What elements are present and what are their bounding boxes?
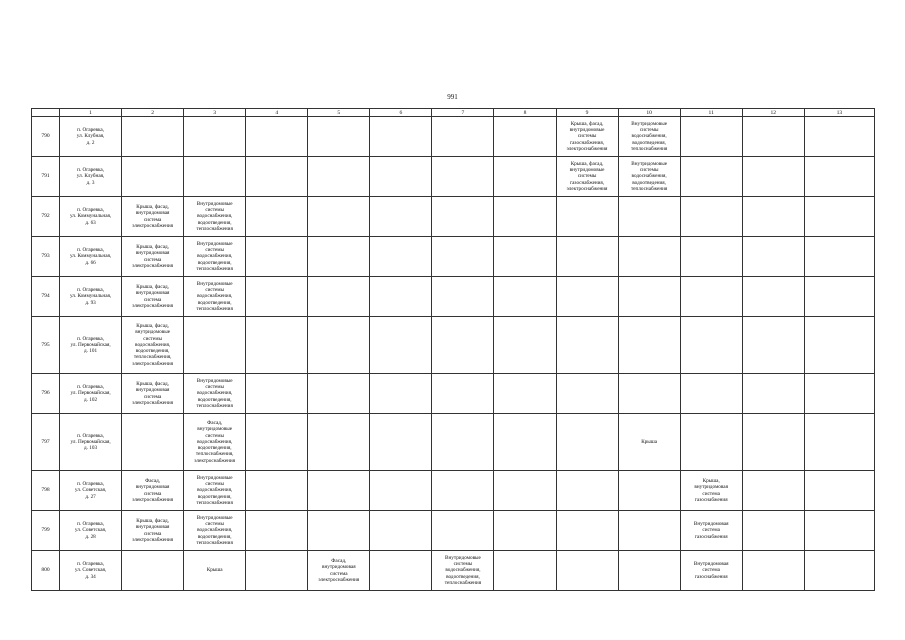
work-cell — [804, 237, 874, 277]
cell-text: Внутридомовые системы водоснабжения, водоотведения, теплоснабжения — [444, 554, 482, 586]
work-cell — [618, 317, 680, 374]
cell-text: 791 — [41, 173, 50, 180]
work-cell — [618, 117, 680, 157]
cell-text: п. Огаревка, ул. Клубная, д. 2 — [76, 127, 105, 146]
table-row — [32, 317, 875, 374]
work-cell — [308, 551, 370, 591]
address-cell — [60, 237, 122, 277]
work-cell — [680, 374, 742, 414]
work-cell — [184, 117, 246, 157]
work-cell — [122, 374, 184, 414]
cell-text: Внутридомовые системы водоснабжения, водоотведения, теплоснабжения — [196, 280, 233, 312]
work-cell — [680, 471, 742, 511]
work-cell — [556, 511, 618, 551]
work-cell — [184, 317, 246, 374]
work-cell — [370, 117, 432, 157]
cell-text: п. Огаревка, ул. Первомайская, д. 103 — [70, 432, 111, 452]
work-cell — [246, 551, 308, 591]
address-cell — [60, 511, 122, 551]
cell-text: Внутридомовая система газоснабжения — [693, 561, 729, 580]
cell-text: Крыша — [206, 567, 223, 574]
work-cell — [804, 551, 874, 591]
address-cell — [60, 414, 122, 471]
work-cell — [556, 197, 618, 237]
row-number-cell — [32, 551, 60, 591]
row-number-cell — [32, 157, 60, 197]
work-cell — [556, 277, 618, 317]
work-cell — [432, 374, 494, 414]
cell-text: Крыша — [641, 438, 658, 445]
cell-text: Крыша, фасад, внутридомовые системы газоснабжения, электроснабжения — [566, 120, 608, 152]
work-cell — [432, 277, 494, 317]
address-cell — [60, 197, 122, 237]
work-cell — [742, 551, 804, 591]
row-number-cell — [32, 237, 60, 277]
work-cell — [370, 197, 432, 237]
work-cell — [742, 237, 804, 277]
cell-text: Фасад, внутридомовая система электроснабжения — [132, 478, 174, 503]
work-cell — [680, 277, 742, 317]
column-number-cell: 1 — [60, 109, 122, 117]
cell-text: 793 — [41, 253, 50, 260]
cell-text: п. Огаревка, ул. Советская, д. 34 — [74, 561, 107, 580]
cell-text: 792 — [41, 213, 50, 220]
work-cell — [370, 471, 432, 511]
work-cell — [370, 157, 432, 197]
cell-text: Крыша, внутридомовая система газоснабжения — [694, 478, 728, 503]
work-cell — [804, 117, 874, 157]
work-cell — [556, 157, 618, 197]
work-cell — [432, 237, 494, 277]
work-cell — [494, 157, 556, 197]
work-cell — [122, 551, 184, 591]
work-cell — [494, 511, 556, 551]
cell-text: Крыша, фасад, внутридомовые системы газоснабжения, электроснабжения — [566, 160, 608, 192]
work-cell — [246, 374, 308, 414]
cell-text: 799 — [41, 527, 50, 534]
work-cell — [804, 414, 874, 471]
work-cell — [308, 414, 370, 471]
work-cell — [742, 414, 804, 471]
column-number-cell: 3 — [184, 109, 246, 117]
column-number-cell: 11 — [680, 109, 742, 117]
work-cell — [494, 117, 556, 157]
work-cell — [246, 197, 308, 237]
cell-text: 790 — [41, 133, 50, 140]
cell-text: Внутридомовые системы водоснабжения, водоотведения, теплоснабжения — [196, 200, 233, 232]
work-cell — [680, 237, 742, 277]
table-row — [32, 374, 875, 414]
row-number-cell — [32, 277, 60, 317]
cell-text: 797 — [41, 438, 50, 445]
column-number-row — [32, 109, 875, 117]
cell-text: п. Огаревка, ул. Первомайская, д. 102 — [70, 384, 111, 403]
column-number-cell: 12 — [742, 109, 804, 117]
cell-text: п. Огаревка, ул. Советская, д. 27 — [74, 481, 107, 500]
column-number-cell: 13 — [804, 109, 874, 117]
table-row — [32, 277, 875, 317]
cell-text: Фасад, внутридомовые системы водоснабжения, водоотведения, теплоснабжения, электроснабжения — [194, 420, 236, 464]
work-cell — [122, 317, 184, 374]
repair-schedule-table — [31, 108, 875, 591]
work-cell — [494, 551, 556, 591]
work-cell — [556, 374, 618, 414]
work-cell — [370, 414, 432, 471]
table-body — [32, 109, 875, 591]
column-number-cell: 4 — [246, 109, 308, 117]
work-cell — [184, 374, 246, 414]
work-cell — [122, 414, 184, 471]
table-row — [32, 157, 875, 197]
work-cell — [246, 157, 308, 197]
table-row — [32, 511, 875, 551]
work-cell — [184, 157, 246, 197]
work-cell — [308, 374, 370, 414]
row-number-cell — [32, 374, 60, 414]
work-cell — [618, 237, 680, 277]
work-cell — [494, 414, 556, 471]
column-number-cell: 10 — [618, 109, 680, 117]
work-cell — [680, 511, 742, 551]
work-cell — [246, 511, 308, 551]
work-cell — [184, 551, 246, 591]
work-cell — [122, 471, 184, 511]
work-cell — [246, 317, 308, 374]
work-cell — [680, 551, 742, 591]
work-cell — [618, 511, 680, 551]
work-cell — [618, 277, 680, 317]
work-cell — [370, 511, 432, 551]
work-cell — [618, 414, 680, 471]
table-row — [32, 471, 875, 511]
work-cell — [804, 374, 874, 414]
row-number-cell — [32, 414, 60, 471]
work-cell — [494, 277, 556, 317]
table-row — [32, 414, 875, 471]
work-cell — [308, 511, 370, 551]
cell-text: 794 — [41, 293, 50, 300]
cell-text: п. Огаревка, ул. Советская, д. 28 — [74, 521, 107, 540]
work-cell — [308, 317, 370, 374]
column-number-cell: 6 — [370, 109, 432, 117]
address-cell — [60, 317, 122, 374]
work-cell — [122, 511, 184, 551]
work-cell — [122, 277, 184, 317]
work-cell — [556, 414, 618, 471]
cell-text: Крыша, фасад, внутридомовая система электроснабжения — [132, 381, 174, 406]
column-number-cell: 8 — [494, 109, 556, 117]
work-cell — [308, 117, 370, 157]
work-cell — [122, 237, 184, 277]
cell-text: Крыша, фасад, внутридомовая система электроснабжения — [132, 244, 174, 269]
work-cell — [122, 197, 184, 237]
cell-text: Крыша, фасад, внутридомовая система электроснабжения — [132, 204, 174, 229]
cell-text: Внутридомовые системы водоснабжения, водоотведения, теплоснабжения — [630, 160, 668, 192]
work-cell — [680, 197, 742, 237]
work-cell — [308, 197, 370, 237]
work-cell — [122, 117, 184, 157]
work-cell — [370, 277, 432, 317]
work-cell — [804, 317, 874, 374]
column-number-cell: 2 — [122, 109, 184, 117]
cell-text: 796 — [41, 390, 50, 397]
work-cell — [122, 157, 184, 197]
work-cell — [804, 157, 874, 197]
work-cell — [184, 414, 246, 471]
work-cell — [246, 117, 308, 157]
work-cell — [494, 471, 556, 511]
work-cell — [618, 374, 680, 414]
work-cell — [742, 197, 804, 237]
header-cell-blank — [32, 109, 60, 117]
work-cell — [680, 117, 742, 157]
work-cell — [618, 551, 680, 591]
work-cell — [742, 511, 804, 551]
row-number-cell — [32, 511, 60, 551]
table-row — [32, 237, 875, 277]
work-cell — [246, 277, 308, 317]
address-cell — [60, 374, 122, 414]
work-cell — [556, 551, 618, 591]
cell-text: Внутридомовые системы водоснабжения, водоотведения, теплоснабжения — [196, 514, 233, 546]
row-number-cell — [32, 471, 60, 511]
work-cell — [184, 471, 246, 511]
table-row — [32, 117, 875, 157]
work-cell — [432, 511, 494, 551]
cell-text: 798 — [41, 487, 50, 494]
work-cell — [432, 197, 494, 237]
work-cell — [308, 471, 370, 511]
work-cell — [184, 277, 246, 317]
work-cell — [742, 374, 804, 414]
work-cell — [680, 414, 742, 471]
address-cell — [60, 471, 122, 511]
work-cell — [742, 471, 804, 511]
work-cell — [618, 471, 680, 511]
work-cell — [184, 237, 246, 277]
address-cell — [60, 117, 122, 157]
work-cell — [742, 277, 804, 317]
table-row — [32, 551, 875, 591]
work-cell — [618, 157, 680, 197]
work-cell — [432, 317, 494, 374]
cell-text: Внутридомовые системы водоснабжения, водоотведения, теплоснабжения — [196, 474, 233, 506]
cell-text: п. Огаревка, ул. Первомайская, д. 101 — [70, 335, 111, 355]
work-cell — [246, 237, 308, 277]
work-cell — [370, 237, 432, 277]
work-cell — [308, 237, 370, 277]
work-cell — [432, 117, 494, 157]
cell-text: Внутридомовые системы водоснабжения, водоотведения, теплоснабжения — [196, 240, 233, 272]
work-cell — [742, 157, 804, 197]
work-cell — [680, 317, 742, 374]
cell-text: Крыша, фасад, внутридомовая система электроснабжения — [132, 518, 174, 543]
work-cell — [432, 471, 494, 511]
cell-text: 800 — [41, 567, 50, 574]
work-cell — [184, 511, 246, 551]
row-number-cell — [32, 197, 60, 237]
work-cell — [370, 551, 432, 591]
work-cell — [804, 511, 874, 551]
work-cell — [432, 414, 494, 471]
address-cell — [60, 551, 122, 591]
row-number-cell — [32, 317, 60, 374]
work-cell — [432, 157, 494, 197]
address-cell — [60, 157, 122, 197]
work-cell — [432, 551, 494, 591]
cell-text: Фасад, внутридомовая система электроснабжения — [318, 558, 360, 583]
work-cell — [494, 197, 556, 237]
work-cell — [556, 317, 618, 374]
cell-text: п. Огаревка, ул. Коммунальная, д. 93 — [69, 287, 112, 306]
work-cell — [308, 277, 370, 317]
cell-text: Внутридомовая система газоснабжения — [693, 521, 729, 540]
address-cell — [60, 277, 122, 317]
cell-text: 795 — [41, 341, 50, 348]
column-number-cell: 7 — [432, 109, 494, 117]
column-number-cell: 9 — [556, 109, 618, 117]
work-cell — [742, 317, 804, 374]
column-number-cell: 5 — [308, 109, 370, 117]
work-cell — [804, 277, 874, 317]
work-cell — [618, 197, 680, 237]
work-cell — [494, 374, 556, 414]
work-cell — [556, 117, 618, 157]
page-number: 991 — [447, 93, 458, 101]
work-cell — [680, 157, 742, 197]
cell-text: п. Огаревка, ул. Клубная, д. 3 — [76, 167, 105, 186]
work-cell — [804, 197, 874, 237]
work-cell — [494, 237, 556, 277]
cell-text: п. Огаревка, ул. Коммунальная, д. 66 — [69, 247, 112, 266]
row-number-cell — [32, 117, 60, 157]
work-cell — [804, 471, 874, 511]
cell-text: Внутридомовые системы водоснабжения, водоотведения, теплоснабжения — [630, 120, 668, 152]
cell-text: Крыша, фасад, внутридомовая система электроснабжения — [132, 284, 174, 309]
work-cell — [742, 117, 804, 157]
work-cell — [556, 237, 618, 277]
cell-text: п. Огаревка, ул. Коммунальная, д. 63 — [69, 207, 112, 226]
work-cell — [308, 157, 370, 197]
cell-text: Крыша, фасад, внутридомовые системы водоснабжения, водоотведения, теплоснабжения, электроснабжения — [132, 323, 174, 367]
work-cell — [246, 471, 308, 511]
work-cell — [184, 197, 246, 237]
cell-text: Внутридомовые системы водоснабжения, водоотведения, теплоснабжения — [196, 377, 233, 409]
work-cell — [370, 374, 432, 414]
work-cell — [556, 471, 618, 511]
work-cell — [494, 317, 556, 374]
table-row — [32, 197, 875, 237]
work-cell — [370, 317, 432, 374]
work-cell — [246, 414, 308, 471]
